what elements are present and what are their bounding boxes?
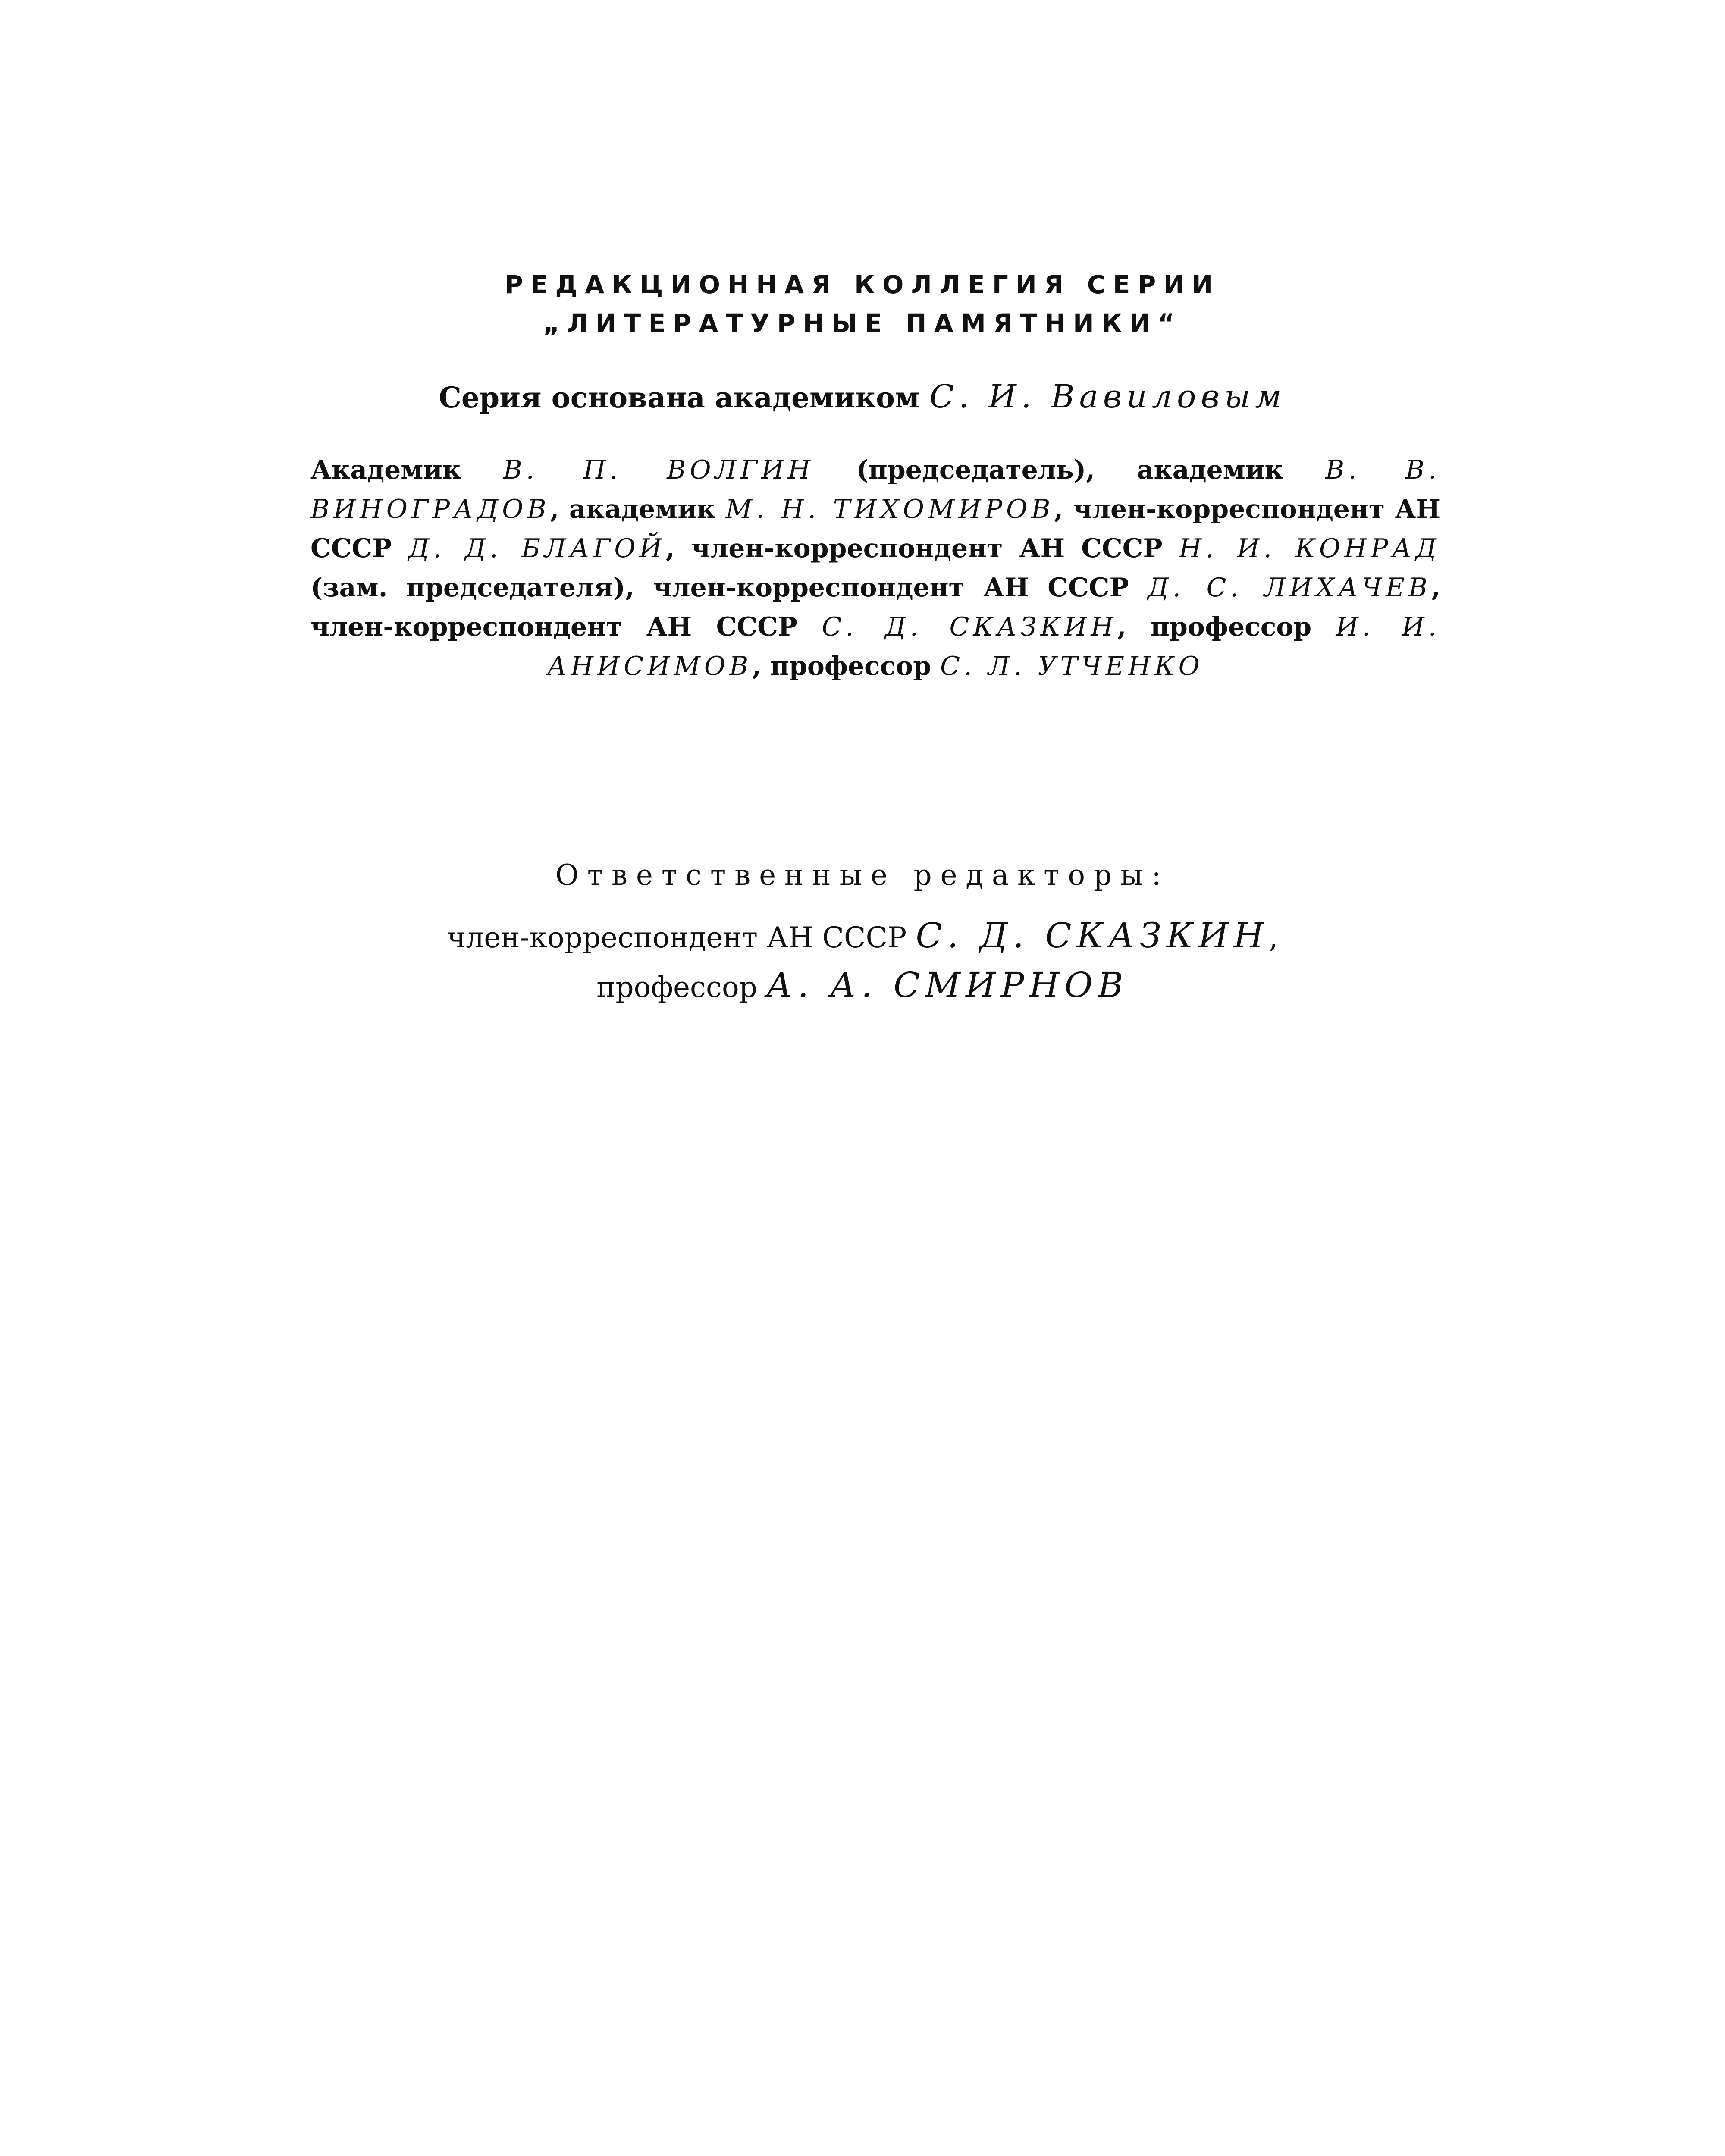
board-title-line-1: РЕДАКЦИОННАЯ КОЛЛЕГИЯ СЕРИИ xyxy=(505,270,1220,299)
member-name: Н. И. КОНРАД xyxy=(1179,533,1441,564)
member-suffix: , xyxy=(1431,573,1441,603)
editor-role: член-корреспондент АН СССР xyxy=(447,921,916,954)
member-name: Д. Д. БЛАГОЙ xyxy=(408,533,666,564)
member-name: В. П. ВОЛГИН xyxy=(503,455,815,485)
member-name: С. Д. СКАЗКИН xyxy=(822,612,1117,642)
editor-name: С. Д. СКАЗКИН xyxy=(916,915,1269,956)
editor-suffix: , xyxy=(1269,921,1278,954)
member-role: академик xyxy=(569,494,726,524)
member-role: профессор xyxy=(1151,612,1336,642)
founder-name: С. И. Вавиловым xyxy=(929,378,1286,415)
member-suffix: , xyxy=(1117,612,1151,642)
member-name: С. Л. УТЧЕНКО xyxy=(940,651,1204,681)
editor-line-2 xyxy=(0,962,1725,1011)
member-name: И. И. АНИСИМОВ xyxy=(547,612,1441,681)
member-suffix: , xyxy=(752,651,770,681)
member-role: член-корреспондент АН СССР xyxy=(310,494,1441,564)
responsible-editors-heading: Ответственные редакторы: xyxy=(555,859,1170,892)
editor-name: А. А. СМИРНОВ xyxy=(766,965,1129,1005)
board-members-paragraph xyxy=(310,451,1440,686)
responsible-editors-list xyxy=(0,912,1725,1011)
editor-role: профессор xyxy=(596,971,766,1004)
series-founded-line xyxy=(0,375,1725,419)
member-suffix: , xyxy=(665,533,692,564)
member-role: академик xyxy=(1137,455,1326,485)
editor-line-1 xyxy=(0,912,1725,962)
member-role: Академик xyxy=(310,455,503,485)
editorial-board-title xyxy=(0,265,1725,343)
member-role: член-корреспондент АН СССР xyxy=(691,533,1179,564)
member-suffix: (зам. председателя), xyxy=(310,573,653,603)
board-title-line-2: „ЛИТЕРАТУРНЫЕ ПАМЯТНИКИ“ xyxy=(543,309,1182,338)
member-role: член-корреспондент АН СССР xyxy=(653,573,1148,603)
member-suffix: , xyxy=(1054,494,1073,524)
member-role: профессор xyxy=(770,651,941,681)
member-name: В. В. ВИНОГРАДОВ xyxy=(310,455,1441,524)
member-name: М. Н. ТИХОМИРОВ xyxy=(725,494,1054,524)
member-role: член-корреспондент АН СССР xyxy=(310,612,822,642)
member-suffix: (председатель), xyxy=(814,455,1137,485)
member-name: Д. С. ЛИХАЧЕВ xyxy=(1148,573,1432,603)
founded-prefix: Серия основана академиком xyxy=(439,381,930,414)
member-suffix: , xyxy=(550,494,569,524)
